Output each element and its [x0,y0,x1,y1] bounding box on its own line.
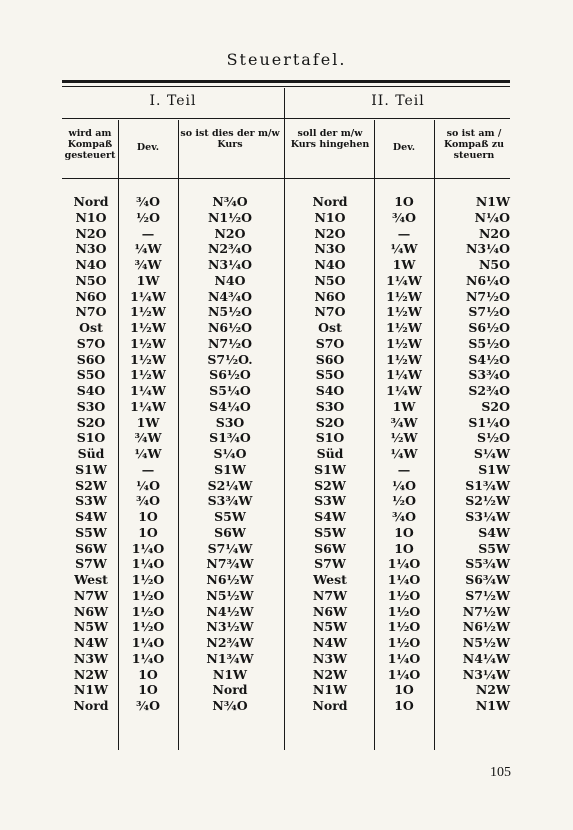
deviation-1-cell: 1O [138,509,158,524]
deviation-2-cell: ½O [392,493,416,509]
col-header-compass-course: so ist am / Kompaß zu steuern [443,128,505,161]
deviation-2-cell: 1½O [387,587,421,603]
magnetic-course-cell: N1½O [207,209,253,225]
deviation-2-cell: — [397,461,411,477]
magnetic-course-cell: N5½O [207,304,253,320]
target-course-cell: West [313,572,347,587]
target-course-cell: S7W [314,556,346,572]
deviation-2-cell: ¼W [390,446,418,461]
steered-course-cell: N6W [73,603,109,619]
table-row [0,367,573,383]
steered-course-cell: N3W [73,650,109,666]
magnetic-course-cell: N¾O [212,194,248,209]
deviation-2-cell: 1¼O [387,556,421,572]
table-row [0,556,573,572]
deviation-1-cell: 1O [138,682,158,698]
compass-course-cell: S1¾W [465,477,510,493]
compass-course-cell: S7½W [465,587,510,603]
compass-course-cell: N3¼W [462,666,510,682]
steered-course-cell: N5W [73,619,109,635]
deviation-1-cell: 1½W [130,320,166,335]
deviation-1-cell: ¾W [134,430,162,446]
deviation-1-cell: 1½O [131,619,165,635]
target-course-cell: S1O [315,430,345,446]
compass-course-cell: N4¼W [462,650,510,666]
col-header-dev-1: Dev. [136,142,160,153]
col-header-dev-2: Dev. [392,142,416,153]
compass-course-cell: N2O [478,225,510,241]
deviation-2-cell: ¼O [392,477,416,493]
table-row [0,257,573,273]
magnetic-course-cell: N¾O [212,698,248,713]
table-row [0,493,573,509]
target-course-cell: N4O [314,257,346,272]
compass-course-cell: S2½W [465,493,510,509]
table-row [0,588,573,604]
table-row [0,241,573,257]
steered-course-cell: Nord [73,194,109,209]
deviation-2-cell: 1½O [387,619,421,635]
magnetic-course-cell: S3O [215,414,245,430]
table-row [0,604,573,620]
target-course-cell: S2W [314,477,346,493]
magnetic-course-cell: S1¾O [209,430,251,446]
compass-course-cell: N3¼O [465,241,510,257]
steered-course-cell: S1O [76,430,106,446]
header-rule [62,178,510,179]
steered-course-cell: N7W [73,587,109,603]
deviation-2-cell: 1¼W [386,367,422,383]
deviation-1-cell: 1W [136,272,160,288]
magnetic-course-cell: N6½W [206,572,254,587]
table-row [0,399,573,415]
magnetic-course-cell: S6W [214,524,246,540]
steered-course-cell: Süd [77,446,105,461]
steered-course-cell: N6O [75,288,107,304]
deviation-2-cell: 1½O [387,603,421,619]
deviation-1-cell: 1½O [131,587,165,603]
steered-course-cell: N4O [75,257,107,272]
compass-course-cell: N7½W [462,603,510,619]
compass-course-cell: N6½W [462,619,510,635]
table-row [0,352,573,368]
magnetic-course-cell: N5½W [206,587,254,603]
magnetic-course-cell: N2O [214,225,246,241]
magnetic-course-cell: N2¾O [207,241,253,257]
deviation-2-cell: ¾W [390,414,418,430]
table-row [0,446,573,462]
deviation-2-cell: 1½W [386,320,422,335]
target-course-cell: N2W [312,666,348,682]
steered-course-cell: N3O [75,241,107,257]
steered-course-cell: N1W [73,682,109,698]
target-course-cell: Ost [318,320,342,335]
target-course-cell: N2O [314,225,346,241]
deviation-1-cell: — [141,225,155,241]
target-course-cell: N7O [314,304,346,320]
deviation-1-cell: 1½O [131,603,165,619]
deviation-2-cell: ¼W [390,241,418,257]
compass-course-cell: S¼W [473,446,510,461]
steered-course-cell: N4W [73,635,109,650]
compass-course-cell: S3¾O [468,367,510,383]
steered-course-cell: S4O [76,383,106,398]
magnetic-course-cell: S¼O [213,446,247,461]
deviation-1-cell: 1½W [130,351,166,367]
deviation-1-cell: 1½O [131,572,165,587]
page-title: Steuertafel. [226,50,347,69]
deviation-2-cell: 1O [394,698,414,713]
table-row [0,226,573,242]
magnetic-course-cell: N1W [212,666,248,682]
magnetic-course-cell: S3¾W [207,493,253,509]
col-header-target-course: soll der m/w Kurs hingehen [290,128,370,150]
table-row [0,462,573,478]
col-header-course-1: so ist dies der m/w Kurs [180,128,280,150]
target-course-cell: S6W [314,540,346,556]
compass-course-cell: S3¼W [465,509,510,524]
magnetic-course-cell: S5W [214,509,246,524]
steered-course-cell: S3O [76,398,106,414]
table-row [0,478,573,494]
deviation-2-cell: 1O [394,524,414,540]
deviation-1-cell: 1½W [130,367,166,383]
compass-course-cell: N5½W [462,635,510,650]
deviation-1-cell: 1½W [130,335,166,351]
target-course-cell: S3O [315,398,345,414]
steered-course-cell: Ost [79,320,103,335]
magnetic-course-cell: N1¾W [206,650,254,666]
compass-course-cell: S1W [478,461,510,477]
part1-heading: I. Teil [149,93,197,109]
table-row [0,541,573,557]
magnetic-course-cell: N3¼O [207,257,253,272]
target-course-cell: S4O [315,383,345,398]
compass-course-cell: S7½O [468,304,510,320]
target-course-cell: N5W [312,619,348,635]
magnetic-course-cell: N7¾W [206,556,254,572]
steered-course-cell: S5W [75,524,107,540]
compass-course-cell: S2¾O [468,383,510,398]
steered-course-cell: S3W [75,493,107,509]
compass-course-cell: N5O [478,257,510,272]
deviation-2-cell: 1¼W [386,272,422,288]
magnetic-course-cell: S4¼O [209,398,251,414]
table-row [0,383,573,399]
deviation-2-cell: 1¼W [386,383,422,398]
table-row [0,320,573,336]
deviation-1-cell: 1¼W [130,383,166,398]
deviation-2-cell: 1W [392,257,416,272]
deviation-1-cell: ¾O [136,493,160,509]
table-row [0,289,573,305]
table-row [0,525,573,541]
target-course-cell: Nord [312,698,348,713]
deviation-1-cell: 1½W [130,304,166,320]
deviation-1-cell: — [141,461,155,477]
compass-course-cell: S6¾W [465,572,510,587]
steered-course-cell: S2O [76,414,106,430]
table-row [0,415,573,431]
magnetic-course-cell: N7½O [207,335,253,351]
deviation-2-cell: 1¼O [387,650,421,666]
compass-course-cell: S4½O [468,351,510,367]
deviation-1-cell: ¼W [134,446,162,461]
deviation-1-cell: 1¼O [131,540,165,556]
deviation-2-cell: 1¼O [387,666,421,682]
compass-course-cell: N1W [475,698,510,713]
magnetic-course-cell: N2¾W [206,635,254,650]
steered-course-cell: Nord [73,698,109,713]
magnetic-course-cell: S6½O [209,367,251,383]
target-course-cell: N6O [314,288,346,304]
part2-heading: II. Teil [371,93,425,109]
target-course-cell: Süd [316,446,344,461]
table-row [0,572,573,588]
magnetic-course-cell: S1W [214,461,246,477]
steered-course-cell: S4W [75,509,107,524]
col-header-steered: wird am Kompaß gesteuert [64,128,116,161]
deviation-2-cell: 1½O [387,635,421,650]
compass-course-cell: S5½O [468,335,510,351]
magnetic-course-cell: N4O [214,272,246,288]
deviation-2-cell: 1W [392,398,416,414]
deviation-1-cell: 1¼O [131,650,165,666]
compass-course-cell: S½O [477,430,510,446]
table-row [0,336,573,352]
deviation-2-cell: ½W [390,430,418,446]
target-course-cell: S5O [315,367,345,383]
table-row [0,682,573,698]
deviation-1-cell: ¼O [136,477,160,493]
table-row [0,635,573,651]
deviation-1-cell: ¾O [136,698,160,713]
target-course-cell: S7O [315,335,345,351]
target-course-cell: S5W [314,524,346,540]
compass-course-cell: S2O [481,398,510,414]
target-course-cell: N4W [312,635,348,650]
top-rule-thin [62,86,510,87]
deviation-2-cell: ¾O [392,509,416,524]
compass-course-cell: S5¾W [465,556,510,572]
magnetic-course-cell: N4¾O [207,288,253,304]
steered-course-cell: N7O [75,304,107,320]
deviation-2-cell: 1¼O [387,572,421,587]
magnetic-course-cell: S2¼W [207,477,253,493]
magnetic-course-cell: N3½W [206,619,254,635]
deviation-1-cell: ¾O [136,194,160,209]
target-course-cell: N7W [312,587,348,603]
deviation-1-cell: ½O [136,209,160,225]
table-row [0,667,573,683]
compass-course-cell: N6¼O [465,272,510,288]
target-course-cell: N6W [312,603,348,619]
deviation-1-cell: 1O [138,524,158,540]
deviation-2-cell: 1½W [386,288,422,304]
table-row [0,651,573,667]
steered-course-cell: S2W [75,477,107,493]
deviation-2-cell: 1½W [386,304,422,320]
steered-course-cell: N1O [75,209,107,225]
deviation-2-cell: 1O [394,682,414,698]
target-course-cell: S3W [314,493,346,509]
steered-course-cell: S7O [76,335,106,351]
magnetic-course-cell: S5¼O [209,383,251,398]
deviation-2-cell: 1O [394,540,414,556]
table-row [0,430,573,446]
magnetic-course-cell: S7¼W [207,540,253,556]
table-row [0,194,573,210]
target-course-cell: S4W [314,509,346,524]
table-row [0,273,573,289]
magnetic-course-cell: N6½O [207,320,253,335]
steered-course-cell: S6O [76,351,106,367]
deviation-1-cell: 1¼O [131,556,165,572]
steered-course-cell: S7W [75,556,107,572]
target-course-cell: S2O [315,414,345,430]
target-course-cell: N3W [312,650,348,666]
magnetic-course-cell: Nord [212,682,248,698]
deviation-2-cell: 1O [394,194,414,209]
steered-course-cell: S6W [75,540,107,556]
deviation-1-cell: 1¼W [130,288,166,304]
magnetic-course-cell: S7½O. [207,351,253,367]
compass-course-cell: S4W [478,524,510,540]
deviation-2-cell: ¾O [392,209,416,225]
table-row [0,698,573,714]
target-course-cell: N1W [312,682,348,698]
compass-course-cell: S6½O [468,320,510,335]
compass-course-cell: S5W [478,540,510,556]
steered-course-cell: S5O [76,367,106,383]
target-course-cell: S1W [314,461,346,477]
compass-course-cell: N1W [475,194,510,209]
table-row [0,509,573,525]
target-course-cell: S6O [315,351,345,367]
compass-course-cell: N¼O [474,209,510,225]
steered-course-cell: N2O [75,225,107,241]
deviation-1-cell: 1¼W [130,398,166,414]
deviation-2-cell: 1½W [386,335,422,351]
table-row [0,619,573,635]
compass-course-cell: S1¼O [468,414,510,430]
steered-course-cell: N5O [75,272,107,288]
deviation-2-cell: 1½W [386,351,422,367]
table-row [0,210,573,226]
deviation-1-cell: 1W [136,414,160,430]
steered-course-cell: S1W [75,461,107,477]
deviation-1-cell: 1¼O [131,635,165,650]
steered-course-cell: West [74,572,108,587]
steered-course-cell: N2W [73,666,109,682]
deviation-2-cell: — [397,225,411,241]
target-course-cell: N3O [314,241,346,257]
table-row [0,304,573,320]
deviation-1-cell: 1O [138,666,158,682]
deviation-1-cell: ¼W [134,241,162,257]
target-course-cell: N1O [314,209,346,225]
part-heading-rule [62,118,510,119]
deviation-1-cell: ¾W [134,257,162,272]
magnetic-course-cell: N4½W [206,603,254,619]
target-course-cell: N5O [314,272,346,288]
target-course-cell: Nord [312,194,348,209]
top-rule-thick [62,80,510,83]
compass-course-cell: N7½O [465,288,510,304]
page-number: 105 [490,765,511,780]
compass-course-cell: N2W [475,682,510,698]
